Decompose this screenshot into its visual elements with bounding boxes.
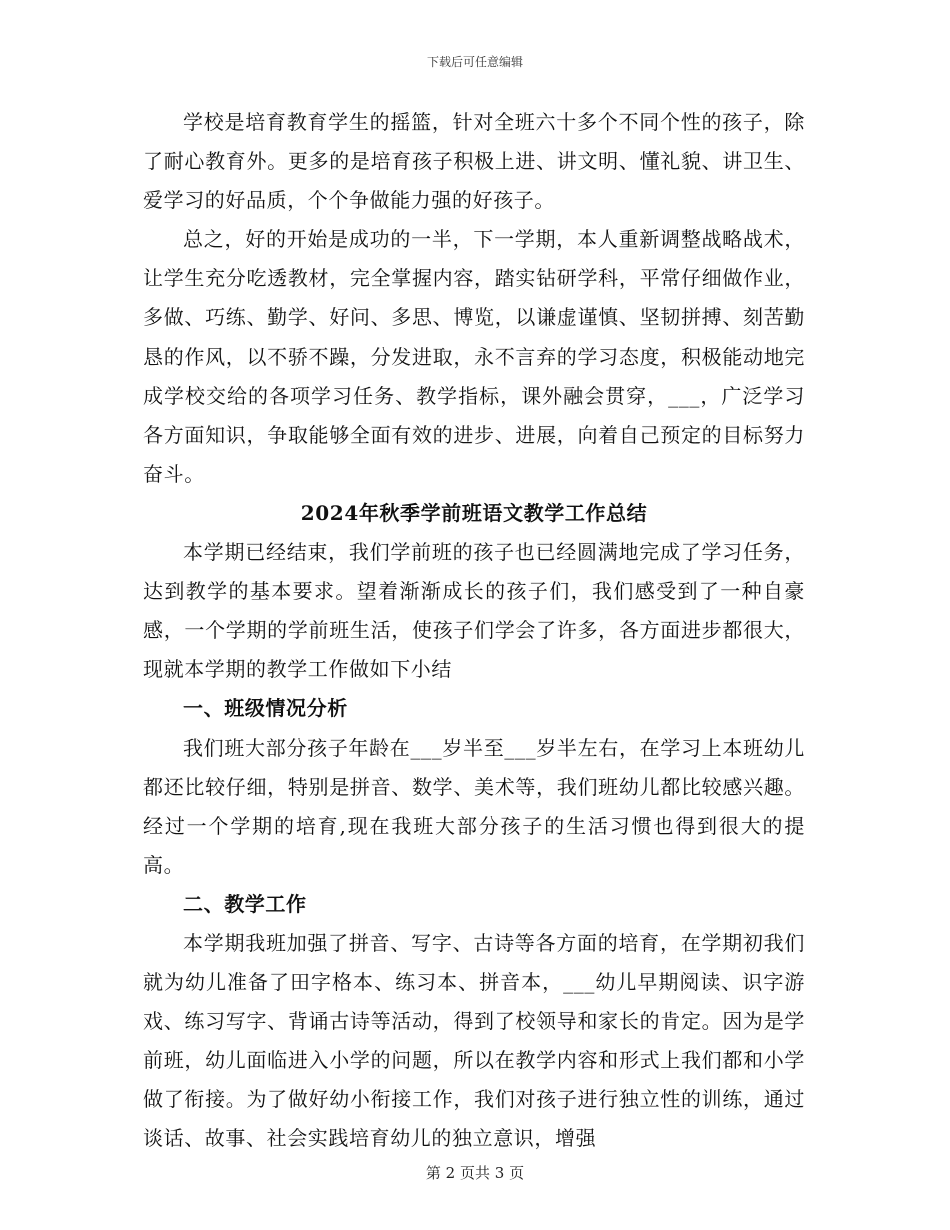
document-title: 2024年秋季学前班语文教学工作总结 (300, 500, 648, 525)
paragraph-2: 总之，好的开始是成功的一半，下一学期，本人重新调整战略战术，让学生充分吃透教材，完全掌握内容，踏实钻研学科，平常仔细做作业，多做、巧练、勤学、好问、多思、博览，以谦虚谨慎、坚韧拼搏、刻苦勤恳的作风，以不骄不躁，分发进取，永不言弃的学习态度，积极能动地完成学校交给的各项学习任务、教学指标，课外融会贯穿，___，广泛学习各方面知识，争取能够全面有效的进步、进展，向着自己预定的目标努力奋斗。 (143, 227, 805, 486)
page-header: 下载后可任意编辑 (426, 55, 523, 69)
paragraph-1: 学校是培育教育学生的摇篮，针对全班六十多个不同个性的孩子，除了耐心教育外。更多的是培育孩子积极上进、讲文明、懂礼貌、讲卫生、爱学习的好品质，个个争做能力强的好孩子。 (143, 110, 805, 213)
paragraph-5: 本学期我班加强了拼音、写字、古诗等各方面的培育，在学期初我们就为幼儿准备了田字格本、练习本、拼音本，___幼儿早期阅读、识字游戏、练习写字、背诵古诗等活动，得到了校领导和家长的肯定。因为是学前班，幼儿面临进入小学的问题，所以在教学内容和形式上我们都和小学做了衔接。为了做好幼小衔接工作，我们对孩子进行独立性的训练，通过谈话、故事、社会实践培育幼儿的独立意识，增强 (143, 930, 805, 1151)
section-heading-class-analysis: 一、班级情况分析 (183, 696, 348, 721)
section-heading-teaching-work: 二、教学工作 (183, 891, 307, 916)
paragraph-3: 本学期已经结束，我们学前班的孩子也已经圆满地完成了学习任务，达到教学的基本要求。望着渐渐成长的孩子们，我们感受到了一种自豪感，一个学期的学前班生活，使孩子们学会了许多，各方面进步都很大，现就本学期的教学工作做如下小结 (143, 540, 805, 682)
paragraph-4: 我们班大部分孩子年龄在___岁半至___岁半左右，在学习上本班幼儿都还比较仔细，特别是拼音、数学、美术等，我们班幼儿都比较感兴趣。经过一个学期的培育,现在我班大部分孩子的生活习惯也得到很大的提高。 (143, 735, 805, 877)
page-footer: 第 2 页共 3 页 (425, 1164, 525, 1182)
document-body (143, 103, 805, 1159)
